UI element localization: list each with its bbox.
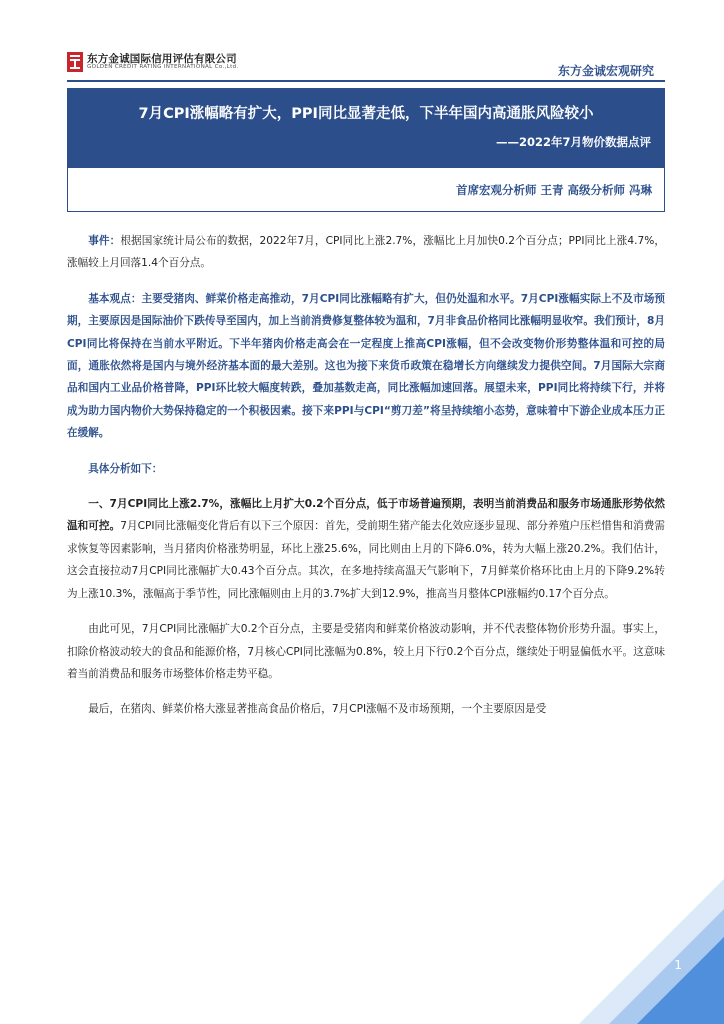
section1-heading: 一、7月CPI同比上涨2.7%，涨幅比上月扩大0.2个百分点，低于市场普遍预期，表明当前消费品和服务市场通胀形势依然温和可控。 (67, 498, 665, 533)
report-title: 7月CPI涨幅略有扩大，PPI同比显著走低，下半年国内高通胀风险较小 (138, 106, 594, 122)
author-names: 首席宏观分析师 王青 高级分析师 冯琳 (455, 183, 652, 197)
section1-paragraph (67, 493, 665, 605)
viewpoint-label: 基本观点： (88, 292, 142, 305)
event-paragraph (67, 230, 665, 275)
company-name-cn: 东方金诚国际信用评估有限公司 (87, 53, 237, 65)
analysis-heading: 具体分析如下： (88, 462, 163, 475)
section1-text: 7月CPI同比涨幅变化背后有以下三个原因：首先，受前期生猪产能去化效应逐步显现、部分养殖户压栏惜售和消费需求恢复等因素影响，当月猪肉价格涨势明显，环比上涨25.6%，同比则由上月的下降6.0%，转为大幅上涨20.2%。我们估计，这会直接拉动7月CPI同比涨幅扩大0.43个百分点。其次，在多地持续高温天气影响下，7月鲜菜价格环比由上月的下降9.2%转为上涨10.3%，涨幅高于季节性，同比涨幅则由上月的3.7%扩大到12.9%，推高当月整体CPI涨幅约0.17个百分点。 (67, 520, 666, 600)
company-logo-icon (67, 52, 83, 72)
title-banner (67, 88, 665, 168)
paragraph-2: 由此可见，7月CPI同比涨幅扩大0.2个百分点，主要是受猪肉和鲜菜价格波动影响，并不代表整体物价形势升温。事实上，扣除价格波动较大的食品和能源价格，7月核心CPI同比涨幅为0.8%，较上月下行0.2个百分点，继续处于明显偏低水平。这意味着当前消费品和服务市场整体价格走势平稳。 (67, 623, 665, 680)
company-logo (67, 50, 267, 76)
author-box (67, 168, 665, 212)
viewpoint-text: 主要受猪肉、鲜菜价格走高推动，7月CPI同比涨幅略有扩大，但仍处温和水平。7月CPI涨幅实际上不及市场预期，主要原因是国际油价下跌传导至国内，加上当前消费修复整体较为温和，7月非食品价格同比涨幅明显收窄。我们预计，8月CPI同比将保持在当前水平附近。下半年猪肉价格走高会在一定程度上推高CPI涨幅，但不会改变物价形势整体温和可控的局面，通胀依然将是国内与境外经济基本面的最大差别。这也为接下来货币政策在稳增长方向继续发力提供空间。7月国际大宗商品和国内工业品价格普降，PPI环比较大幅度转跌，叠加基数走高，同比涨幅加速回落。展望未来，PPI同比将持续下行，并将成为助力国内物价大势保持稳定的一个积极因素。接下来PPI与CPI“剪刀差”将呈持续缩小态势，意味着中下游企业成本压力正在缓解。 (67, 292, 666, 440)
brand-label: 东方金诚宏观研究 (557, 64, 654, 78)
page-number: 1 (674, 958, 682, 972)
page-header (0, 0, 724, 84)
header-divider (67, 80, 665, 82)
event-text: 根据国家统计局公布的数据，2022年7月，CPI同比上涨2.7%，涨幅比上月加快0.2个百分点；PPI同比上涨4.7%，涨幅较上月回落1.4个百分点。 (67, 235, 666, 270)
paragraph-3: 最后，在猪肉、鲜菜价格大涨显著推高食品价格后，7月CPI涨幅不及市场预期，一个主要原因是受 (88, 703, 547, 716)
corner-decoration (579, 879, 724, 1024)
viewpoint-paragraph (67, 288, 665, 445)
report-subtitle: ——2022年7月物价数据点评 (495, 135, 651, 149)
report-body (67, 230, 665, 734)
event-label: 事件： (88, 235, 121, 247)
company-name-en: GOLDEN CREDIT RATING INTERNATIONAL Co.,Ltd. (87, 64, 239, 70)
